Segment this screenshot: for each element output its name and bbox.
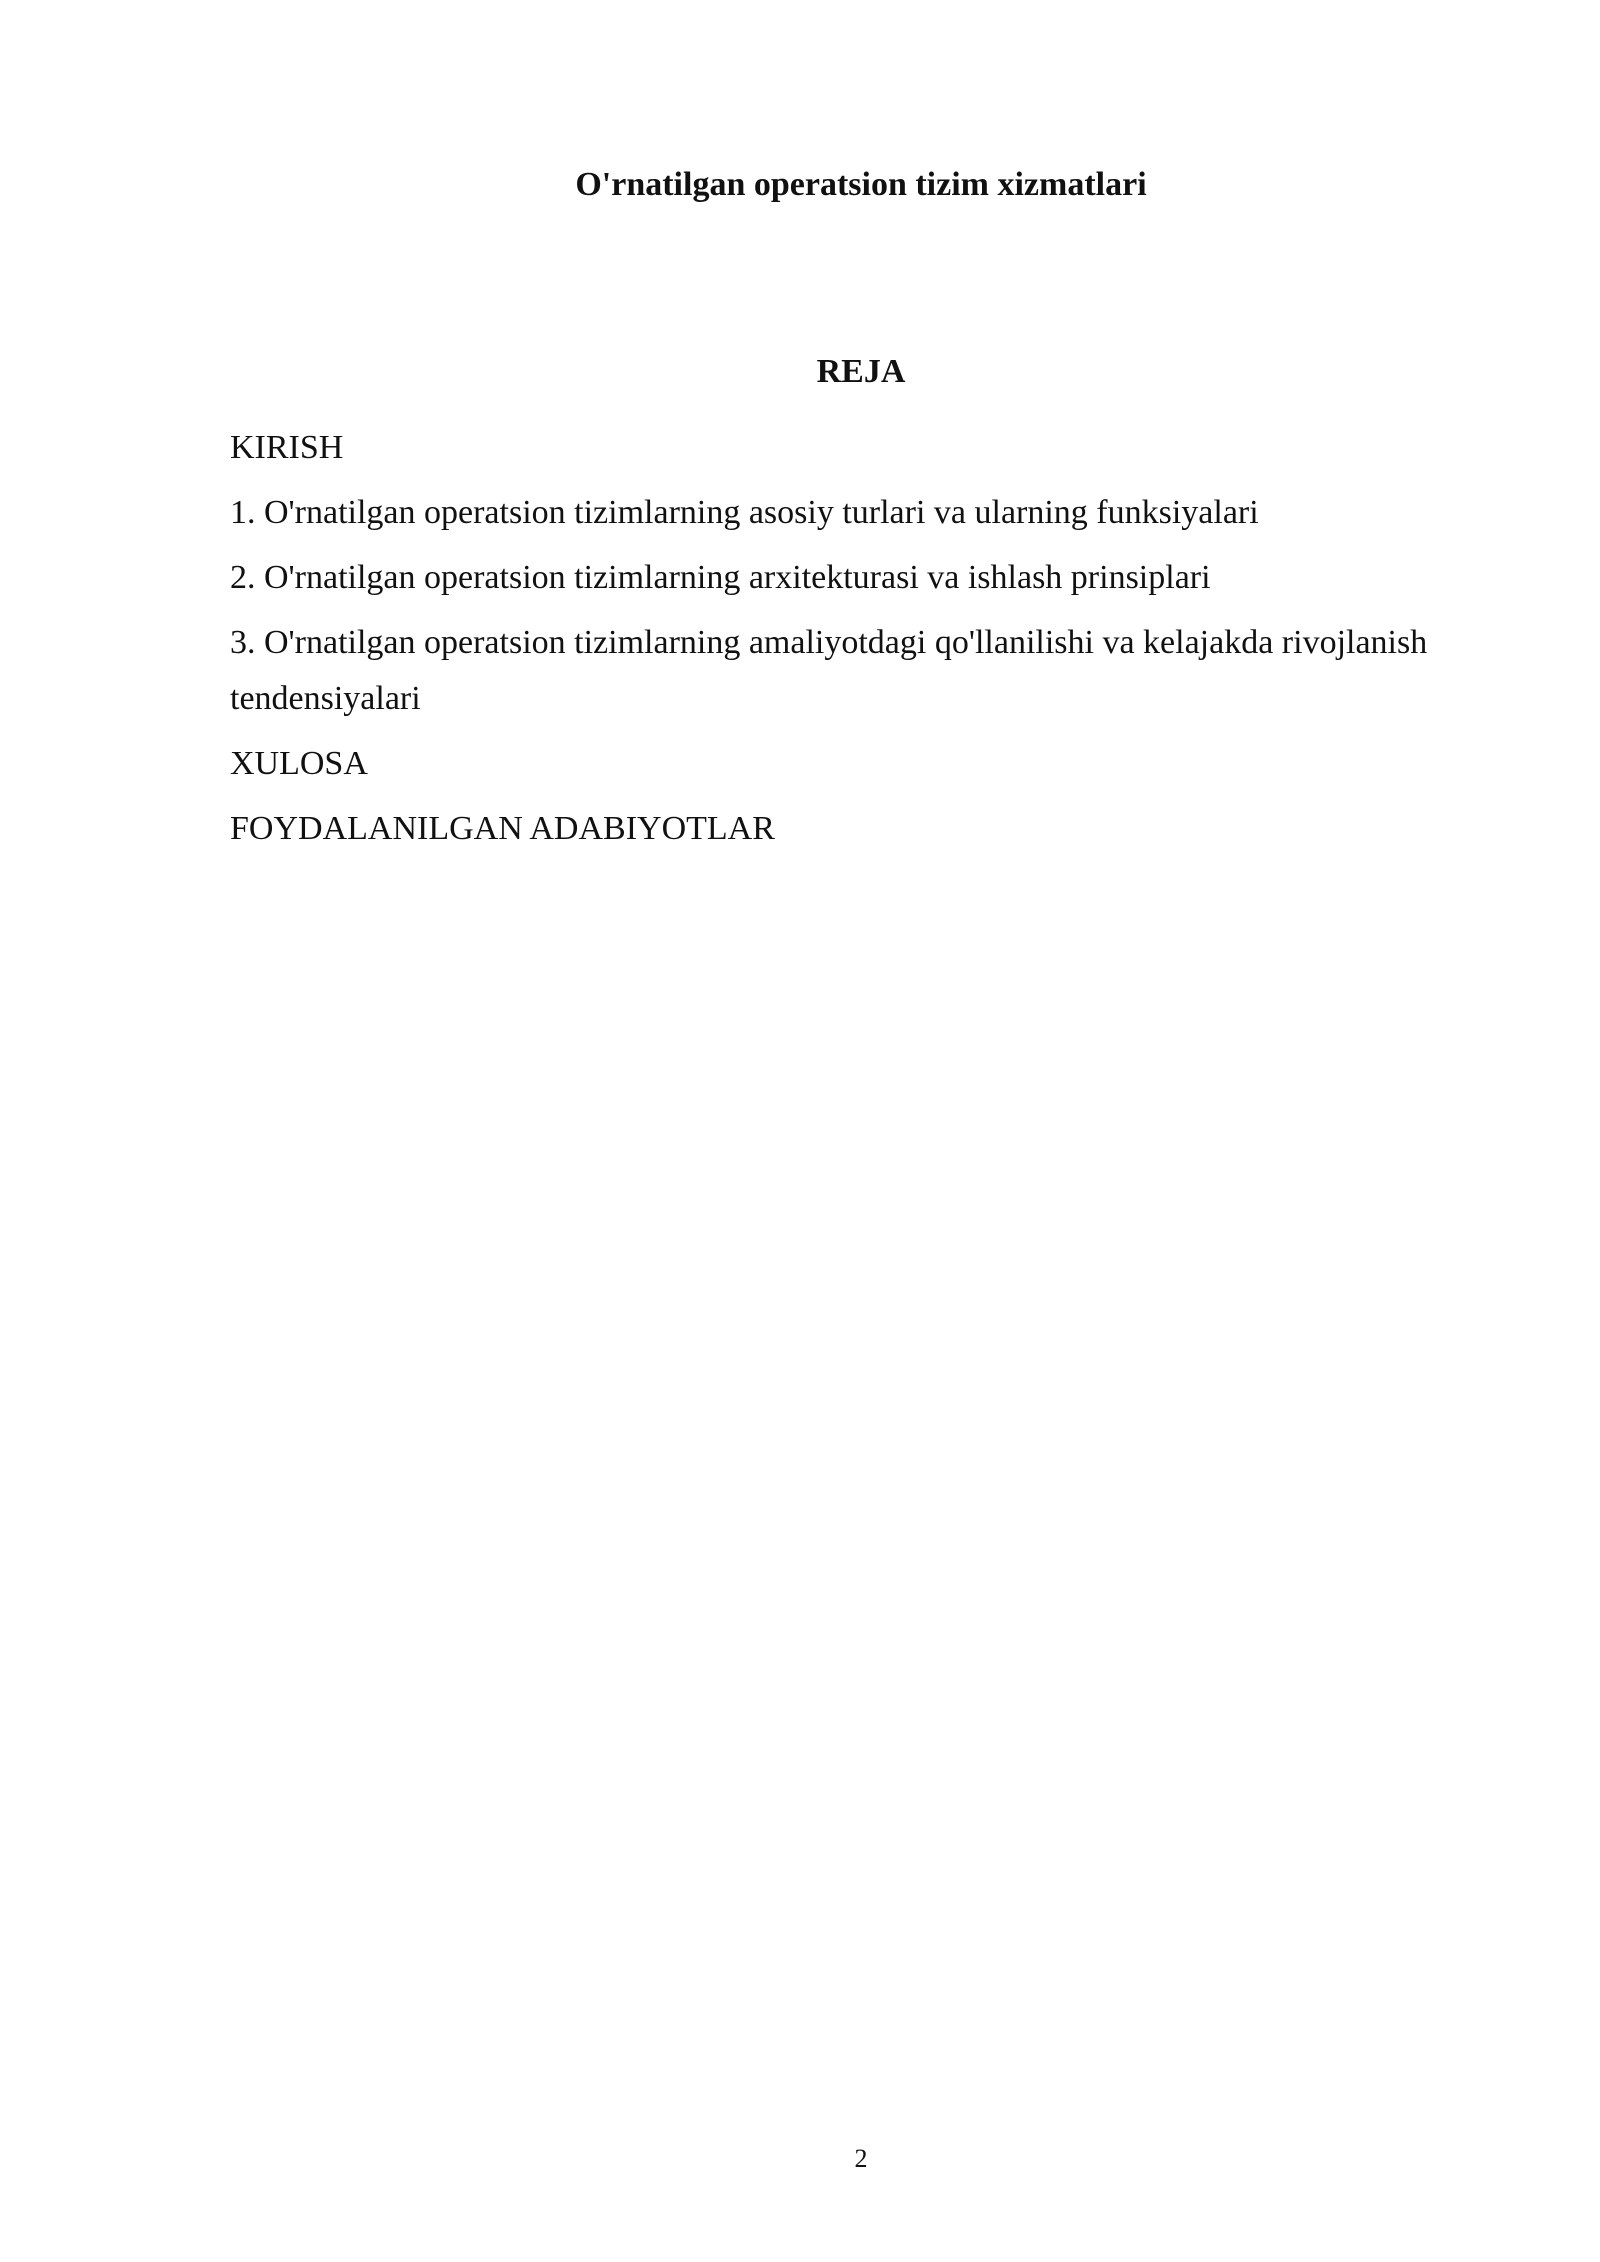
plan-list <box>230 420 1430 866</box>
document-title: O'rnatilgan operatsion tizim xizmatlari <box>575 166 1147 203</box>
plan-item-2: 2. O'rnatilgan operatsion tizimlarning arxitekturasi va ishlash prinsiplari <box>230 559 1211 596</box>
page-number: 2 <box>854 2144 868 2173</box>
plan-item-introduction: KIRISH <box>230 429 344 466</box>
plan-item-conclusion: XULOSA <box>230 745 368 782</box>
plan-item-1: 1. O'rnatilgan operatsion tizimlarning asosiy turlari va ularning funksiyalari <box>230 494 1259 531</box>
plan-heading: REJA <box>816 353 906 390</box>
plan-item-3: 3. O'rnatilgan operatsion tizimlarning amaliyotdagi qo'llanilishi va kelajakda rivojlanish tendensiyalari <box>230 624 1428 717</box>
plan-item-references: FOYDALANILGAN ADABIYOTLAR <box>230 810 775 847</box>
